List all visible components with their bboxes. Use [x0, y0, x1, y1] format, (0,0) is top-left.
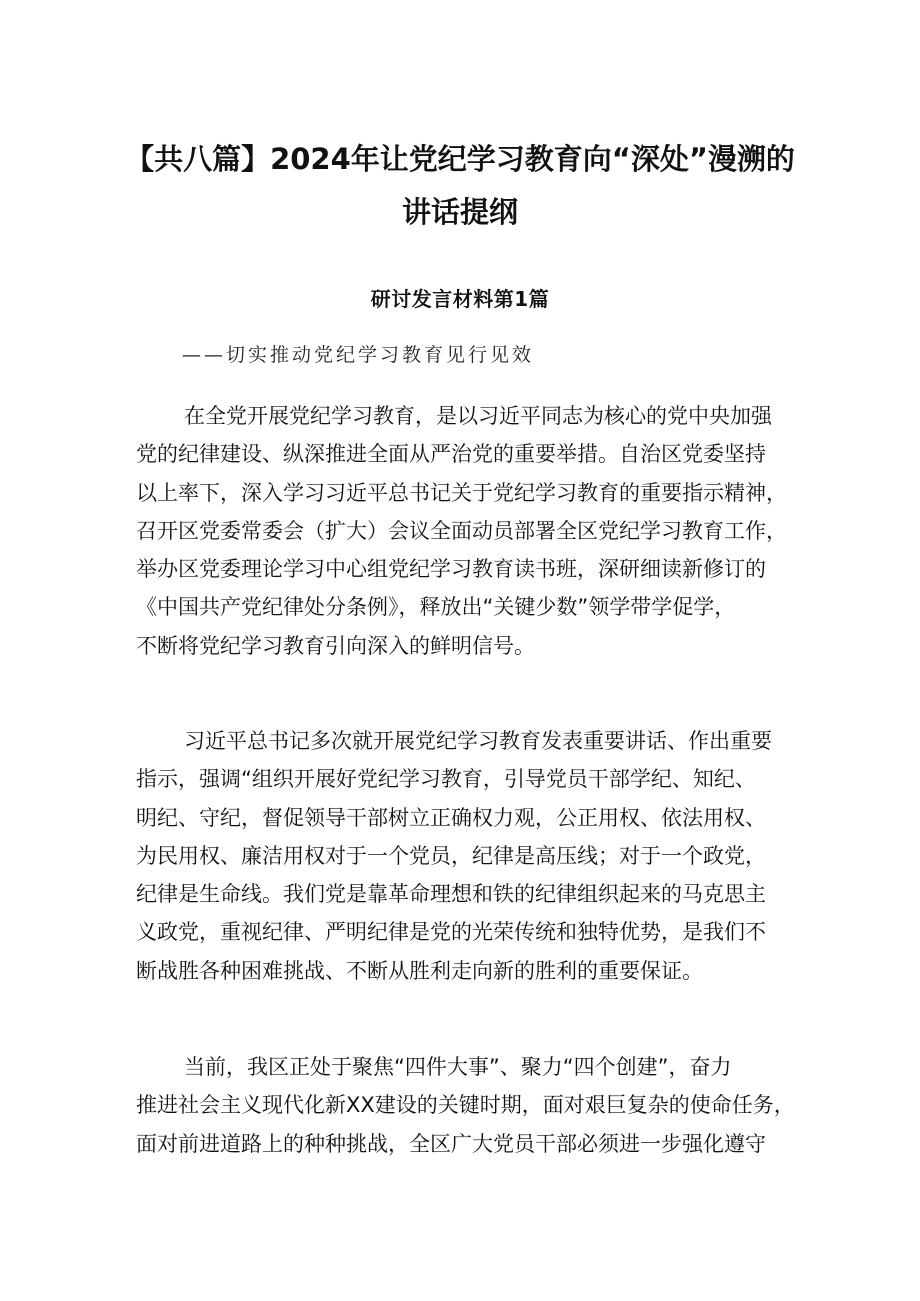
document-title-line: 讲话提纲: [401, 195, 518, 230]
document-title-line: 【共八篇】2024年让党纪学习教育向“深处”漫溯的: [125, 142, 795, 177]
paragraph-line: 义政党，重视纪律、严明纪律是党的光荣传统和独特优势，是我们不: [136, 920, 766, 945]
paragraph-line: 党的纪律建设、纵深推进全面从严治党的重要举措。自治区党委坚持: [136, 442, 766, 467]
paragraph-line: 断战胜各种困难挑战、不断从胜利走向新的胜利的重要保证。: [136, 958, 703, 983]
paragraph-line: 《中国共产党纪律处分条例》，释放出“关键少数”领学带学促学，: [136, 595, 736, 620]
paragraph-line: 当前，我区正处于聚焦“四件大事”、聚力“四个创建”，奋力: [184, 1055, 732, 1079]
paragraph-line: 面对前进道路上的种种挑战，全区广大党员干部必须进一步强化遵守: [136, 1131, 766, 1156]
document-title: [100, 133, 820, 239]
section-subtitle: ——切实推动党纪学习教育见行见效: [182, 344, 535, 366]
section-heading: 研讨发言材料第1篇: [370, 287, 550, 311]
paragraph-line: 在全党开展党纪学习教育，是以习近平同志为核心的党中央加强: [184, 404, 772, 428]
paragraph-line: 举办区党委理论学习中心组党纪学习教育读书班，深研细读新修订的: [136, 557, 766, 582]
paragraph-line: 不断将党纪学习教育引向深入的鲜明信号。: [136, 633, 535, 658]
paragraph-line: 为民用权、廉洁用权对于一个党员，纪律是高压线；对于一个政党，: [136, 843, 766, 868]
body-paragraph: [136, 397, 796, 665]
body-paragraph: [136, 722, 796, 990]
body-paragraph: [136, 1048, 796, 1163]
paragraph-line: 纪律是生命线。我们党是靠革命理想和铁的纪律组织起来的马克思主: [136, 882, 766, 907]
paragraph-line: 以上率下，深入学习习近平总书记关于党纪学习教育的重要指示精神，: [136, 480, 787, 505]
paragraph-line: 推进社会主义现代化新XX建设的关键时期，面对艰巨复杂的使命任务，: [136, 1093, 795, 1118]
paragraph-line: 指示，强调“组织开展好党纪学习教育，引导党员干部学纪、知纪、: [136, 767, 756, 792]
paragraph-line: 习近平总书记多次就开展党纪学习教育发表重要讲话、作出重要: [184, 729, 772, 753]
paragraph-line: 召开区党委常委会（扩大）会议全面动员部署全区党纪学习教育工作，: [136, 518, 787, 543]
paragraph-line: 明纪、守纪，督促领导干部树立正确权力观，公正用权、依法用权、: [136, 805, 766, 830]
